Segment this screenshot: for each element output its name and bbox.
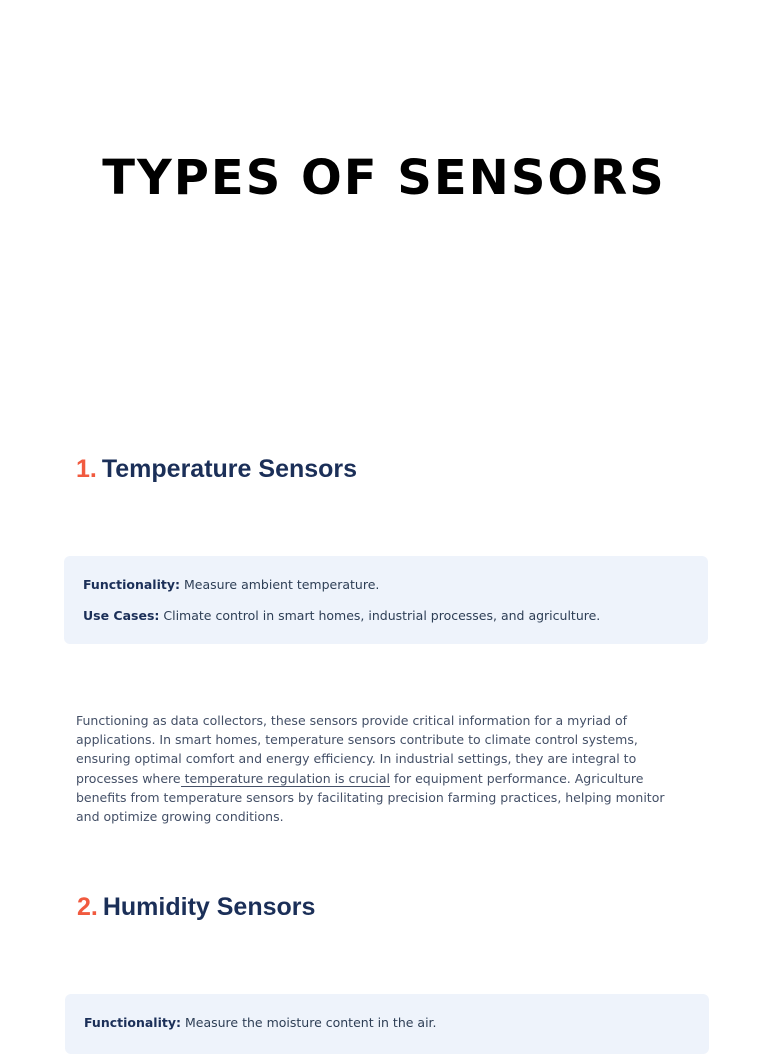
functionality-label: Functionality: — [83, 577, 180, 592]
section-heading-temperature — [76, 455, 357, 484]
functionality-line — [83, 577, 689, 593]
section-number: 1. — [76, 455, 97, 483]
section-title: Temperature Sensors — [101, 455, 358, 483]
use-cases-line — [83, 608, 689, 624]
functionality-text: Measure the moisture content in the air. — [184, 1015, 437, 1030]
use-cases-text: Climate control in smart homes, industrial processes, and agriculture. — [163, 608, 601, 623]
info-box-humidity — [65, 994, 709, 1054]
functionality-label: Functionality: — [84, 1015, 181, 1030]
paragraph-text-end: for equipment performance. Agriculture benefits from temperature sensors by facilitating precision farming practices, helping monitor and optimize growing conditions. — [76, 770, 665, 825]
page-title: TYPES OF SENSORS — [102, 150, 666, 206]
section-title: Humidity Sensors — [102, 893, 316, 921]
section-heading-humidity — [77, 893, 315, 922]
functionality-text: Measure ambient temperature. — [183, 577, 380, 592]
temperature-description-paragraph — [76, 711, 686, 826]
temperature-regulation-link[interactable]: temperature regulation is crucial — [180, 770, 390, 786]
info-box-temperature — [64, 556, 708, 644]
use-cases-label: Use Cases: — [83, 608, 160, 623]
functionality-line — [84, 1015, 690, 1031]
section-number: 2. — [77, 893, 98, 921]
paragraph-text-start: Functioning as data collectors, these sensors provide critical information for a myriad of applications. In smart homes, temperature sensors contribute to climate control systems, ensuring optimal comfort and energy efficiency. In industrial settings, they are integral to processes where — [76, 713, 638, 786]
